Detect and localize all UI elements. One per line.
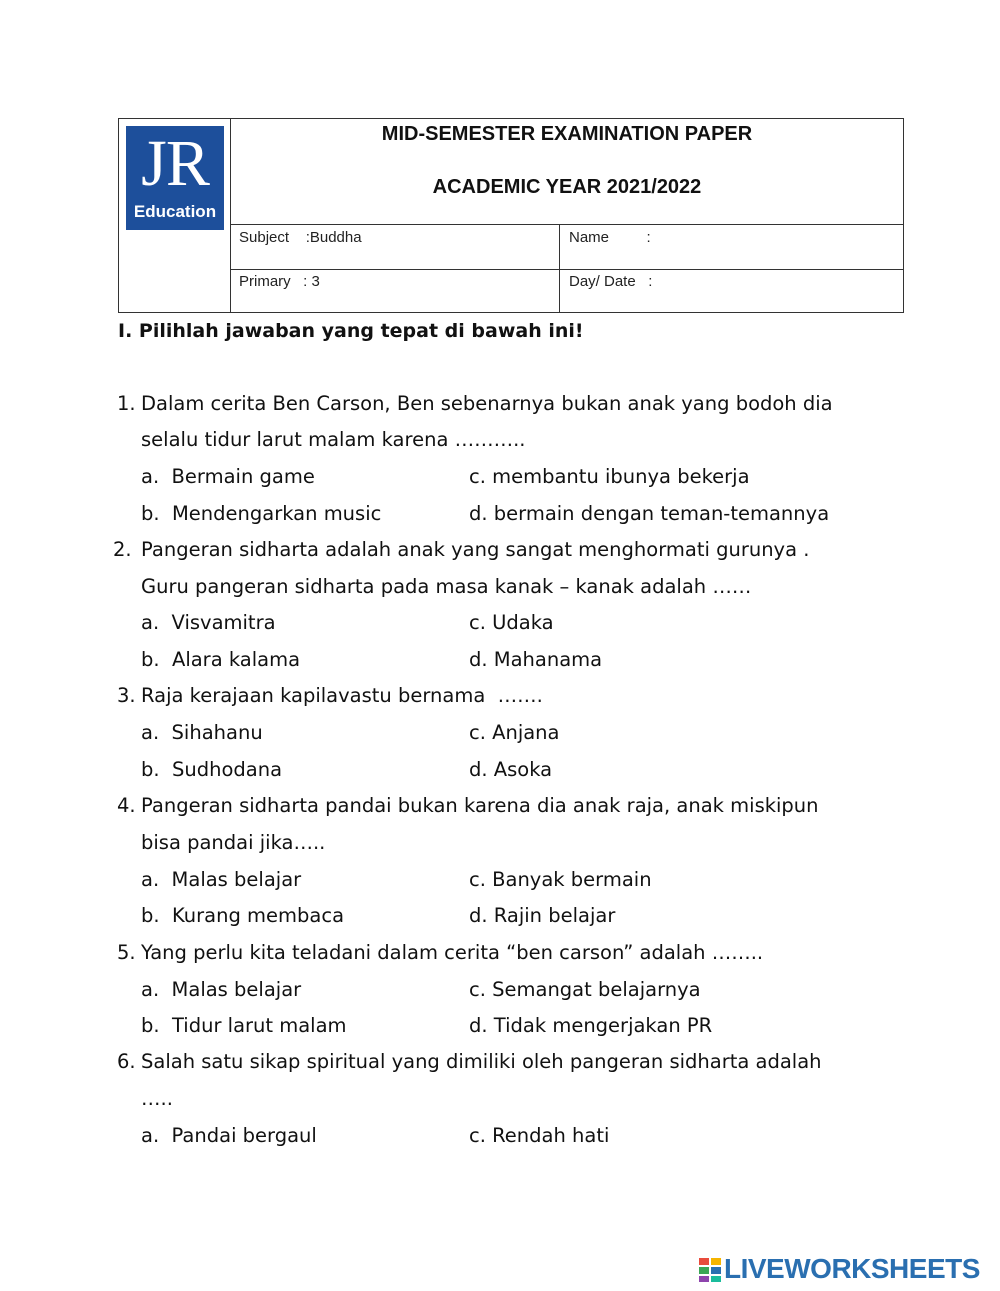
question-text: Yang perlu kita teladani dalam cerita “ben carson” adalah …….. (141, 941, 764, 964)
question-number: 3. (117, 684, 136, 707)
answer-option[interactable]: c. Anjana (469, 721, 560, 744)
question-number: 1. (117, 392, 136, 415)
academic-year: ACADEMIC YEAR 2021/2022 (432, 176, 702, 198)
logo-cell (119, 119, 231, 312)
question-number: 5. (117, 941, 136, 964)
question-number: 2. (113, 538, 132, 561)
answer-option[interactable]: d. bermain dengan teman-temannya (469, 502, 830, 525)
name-field[interactable]: Name : (569, 229, 651, 246)
answer-option[interactable]: a. Malas belajar (141, 868, 302, 891)
question-text: selalu tidur larut malam karena ……….. (141, 428, 526, 451)
answer-option[interactable]: b. Kurang membaca (141, 904, 345, 927)
question-text: Pangeran sidharta pandai bukan karena dia anak raja, anak miskipun (141, 794, 819, 817)
answer-option[interactable]: b. Mendengarkan music (141, 502, 382, 525)
instruction-heading: I. Pilihlah jawaban yang tepat di bawah ini! (118, 320, 584, 342)
answer-option[interactable]: a. Visvamitra (141, 611, 276, 634)
subject-field: Subject :Buddha (239, 229, 362, 246)
answer-option[interactable]: c. Banyak bermain (469, 868, 652, 891)
table-divider (231, 224, 903, 225)
answer-option[interactable]: d. Asoka (469, 758, 553, 781)
question-text: Raja kerajaan kapilavastu bernama ……. (141, 684, 543, 707)
answer-option[interactable]: a. Pandai bergaul (141, 1124, 317, 1147)
jr-education-logo (126, 126, 224, 230)
primary-field: Primary : 3 (239, 273, 320, 290)
answer-option[interactable]: d. Rajin belajar (469, 904, 616, 927)
answer-option[interactable]: a. Bermain game (141, 465, 315, 488)
answer-option[interactable]: c. Rendah hati (469, 1124, 610, 1147)
answer-option[interactable]: a. Malas belajar (141, 978, 302, 1001)
answer-option[interactable]: d. Mahanama (469, 648, 603, 671)
exam-title: MID-SEMESTER EXAMINATION PAPER (381, 123, 753, 145)
logo-text: Education (133, 202, 217, 221)
question-text: bisa pandai jika….. (141, 831, 326, 854)
answer-option[interactable]: d. Tidak mengerjakan PR (469, 1014, 713, 1037)
question-text: Guru pangeran sidharta pada masa kanak – kanak adalah …… (141, 575, 752, 598)
question-text: Salah satu sikap spiritual yang dimiliki oleh pangeran sidharta adalah (141, 1050, 822, 1073)
liveworksheets-brand[interactable]: LIVEWORKSHEETS (724, 1253, 980, 1284)
answer-option[interactable]: c. Semangat belajarnya (469, 978, 701, 1001)
table-divider (559, 224, 560, 312)
question-number: 6. (117, 1050, 136, 1073)
answer-option[interactable]: c. membantu ibunya bekerja (469, 465, 750, 488)
answer-option[interactable]: b. Sudhodana (141, 758, 283, 781)
question-text: Dalam cerita Ben Carson, Ben sebenarnya bukan anak yang bodoh dia (141, 392, 833, 415)
question-text: ….. (141, 1087, 173, 1110)
exam-header-table (118, 118, 904, 313)
date-field[interactable]: Day/ Date : (569, 273, 653, 290)
answer-option[interactable]: b. Tidur larut malam (141, 1014, 347, 1037)
answer-option[interactable]: c. Udaka (469, 611, 554, 634)
table-divider (231, 269, 903, 270)
liveworksheets-mark-icon (699, 1258, 721, 1282)
logo-initials: JR (141, 127, 209, 200)
answer-option[interactable]: a. Sihahanu (141, 721, 263, 744)
question-number: 4. (117, 794, 136, 817)
answer-option[interactable]: b. Alara kalama (141, 648, 301, 671)
question-text: Pangeran sidharta adalah anak yang sangat menghormati gurunya . (141, 538, 810, 561)
